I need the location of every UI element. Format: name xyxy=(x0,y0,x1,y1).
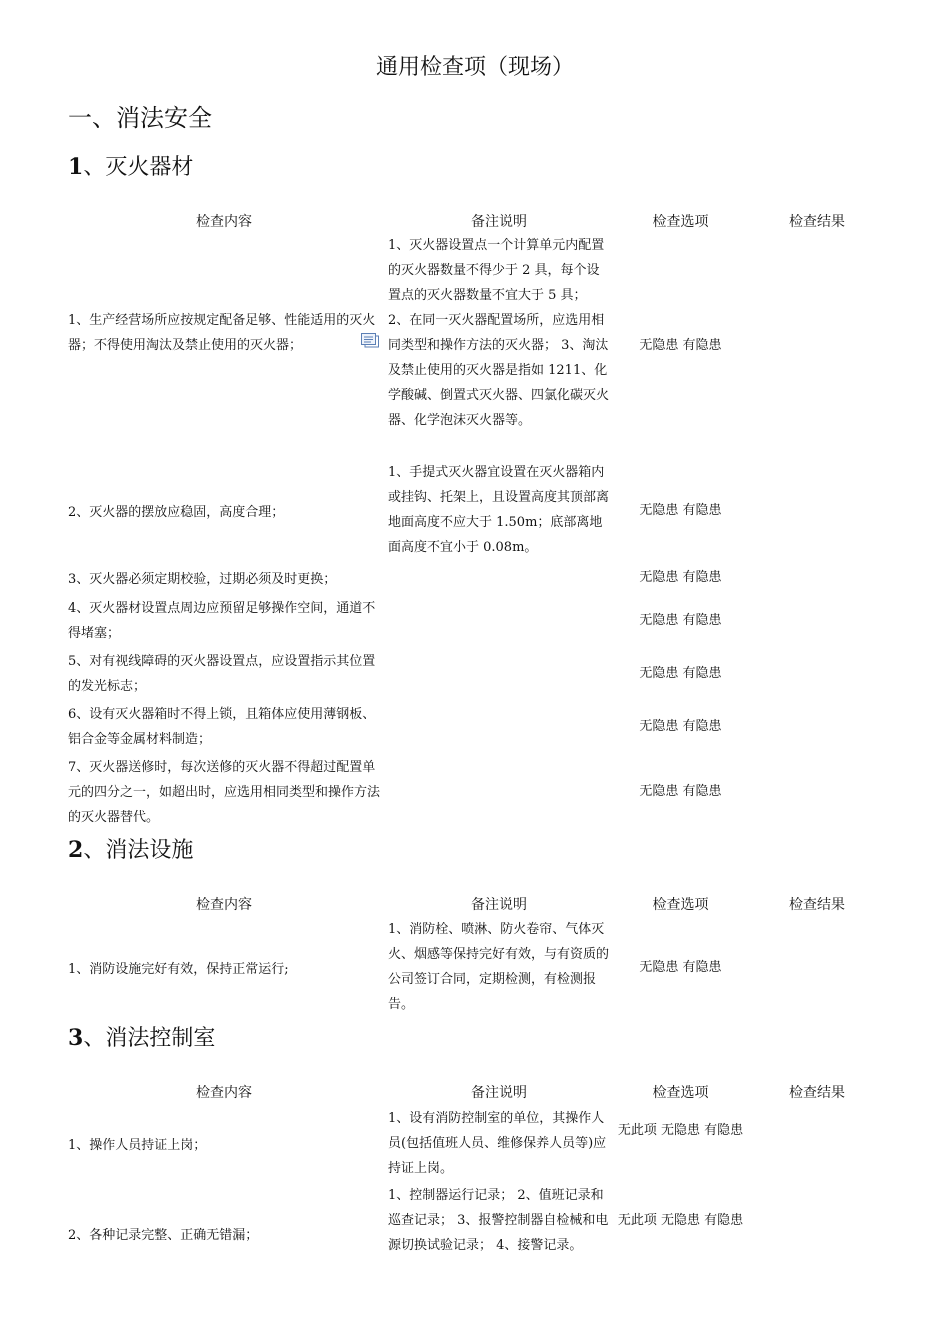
row-content: 6、设有灭火器箱时不得上锁，且箱体应使用薄钢板、铝合金等金属材料制造； xyxy=(68,707,376,747)
column-header-option: 检查选项 xyxy=(652,214,709,230)
section-heading-fire-safety: 一、消法安全 xyxy=(68,104,212,132)
subsection-title: 、消法控制室 xyxy=(83,1026,216,1051)
row-content: 2、各种记录完整、正确无错漏； xyxy=(68,1228,259,1243)
row-content: 2、灭火器的摆放应稳固，高度合理； xyxy=(68,505,285,520)
subsection-heading-extinguishers xyxy=(68,150,193,181)
row-note: 1、灭火器设置点一个计算单元内配置的灭火器数量不得少于 2 具，每个设置点的灭火器数量不宜大于 5 具； 2、在同一灭火器配置场所，应选用相同类型和操作方法的灭火器； 3、淘汰及禁止使用的灭火器是指如 1211、化学酸碱、倒置式灭火器、四氯化碳灭火器、化学泡沫灭火器等。 xyxy=(388,238,610,428)
row-option: 无此项 无隐患 有隐患 xyxy=(617,1213,744,1228)
column-header-content: 检查内容 xyxy=(196,1085,252,1101)
subsection-heading-facilities xyxy=(68,833,193,864)
row-content: 1、消防设施完好有效，保持正常运行; xyxy=(68,962,289,977)
column-header-option: 检查选项 xyxy=(652,1085,709,1101)
column-header-result: 检查结果 xyxy=(789,214,845,230)
row-content: 7、灭火器送修时，每次送修的灭火器不得超过配置单元的四分之一，如超出时，应选用相同类型和操作方法的灭火器替代。 xyxy=(68,760,381,825)
row-option: 无隐患 有隐患 xyxy=(639,338,722,353)
subsection-number: 3 xyxy=(68,1025,84,1051)
subsection-number: 1 xyxy=(68,154,84,180)
row-content: 3、灭火器必须定期校验，过期必须及时更换； xyxy=(68,572,337,587)
row-note: 1、设有消防控制室的单位，其操作人员(包括值班人员、维修保养人员等)应持证上岗。 xyxy=(388,1111,607,1176)
column-header-option: 检查选项 xyxy=(652,897,709,913)
row-option: 无隐患 有隐患 xyxy=(639,666,722,681)
row-option: 无隐患 有隐患 xyxy=(639,719,722,734)
row-note: 1、控制器运行记录； 2、值班记录和巡查记录； 3、报警控制器自检械和电源切换试验记录； 4、接警记录。 xyxy=(388,1188,609,1253)
subsection-title: 、消法设施 xyxy=(83,838,194,863)
subsection-number: 2 xyxy=(68,837,84,863)
page-title: 通用检查项（现场） xyxy=(375,55,574,80)
row-content: 4、灭火器材设置点周边应预留足够操作空间，通道不得堵塞； xyxy=(68,601,376,641)
column-header-content: 检查内容 xyxy=(196,214,252,230)
column-header-content: 检查内容 xyxy=(196,897,252,913)
subsection-title: 、灭火器材 xyxy=(83,155,194,180)
row-content: 1、生产经营场所应按规定配备足够、性能适用的灭火器；不得使用淘汰及禁止使用的灭火器； xyxy=(68,313,376,353)
row-option: 无此项 无隐患 有隐患 xyxy=(617,1123,744,1138)
column-header-result: 检查结果 xyxy=(789,897,845,913)
comment-icon[interactable] xyxy=(361,333,379,348)
row-option: 无隐患 有隐患 xyxy=(639,784,722,799)
row-content: 1、操作人员持证上岗； xyxy=(68,1138,207,1153)
subsection-heading-control-room xyxy=(68,1021,215,1052)
row-note: 1、消防栓、喷淋、防火卷帘、气体灭火、烟感等保持完好有效，与有资质的公司签订合同，定期检测，有检测报告。 xyxy=(388,922,610,1012)
column-header-note: 备注说明 xyxy=(471,1085,527,1101)
column-header-note: 备注说明 xyxy=(471,897,527,913)
row-option: 无隐患 有隐患 xyxy=(639,503,722,518)
column-header-note: 备注说明 xyxy=(471,214,527,230)
row-option: 无隐患 有隐患 xyxy=(639,613,722,628)
row-content: 5、对有视线障碍的灭火器设置点，应设置指示其位置的发光标志； xyxy=(68,654,376,694)
row-option: 无隐患 有隐患 xyxy=(639,960,722,975)
column-header-result: 检查结果 xyxy=(789,1085,845,1101)
row-option: 无隐患 有隐患 xyxy=(639,570,722,585)
row-note: 1、手提式灭火器宜设置在灭火器箱内或挂钩、托架上，且设置高度其顶部离地面高度不应大于 1.50m；底部离地面高度不宜小于 0.08m。 xyxy=(388,465,610,555)
